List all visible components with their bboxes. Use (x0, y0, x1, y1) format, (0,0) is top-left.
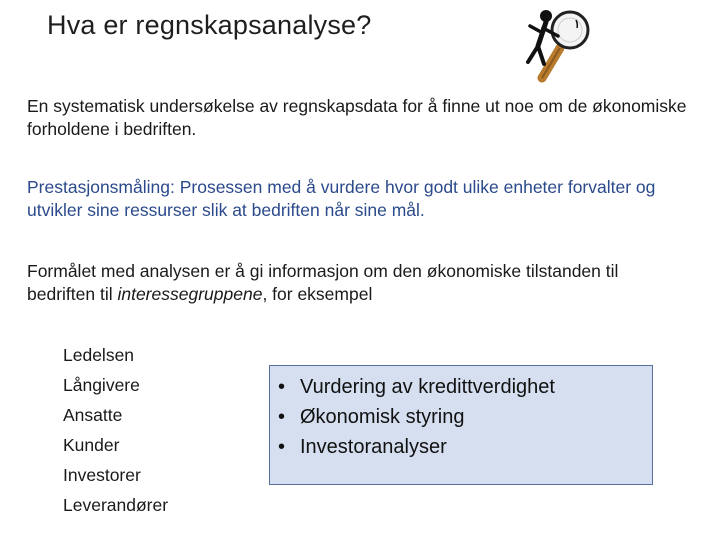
purpose-callout-box (269, 365, 653, 485)
stakeholder-item: Leverandører (63, 495, 169, 515)
formal-text-after: , for eksempel (262, 284, 373, 304)
stakeholder-list (63, 340, 168, 520)
purpose-item-text: Økonomisk styring (300, 406, 465, 428)
purpose-item (278, 372, 652, 402)
stakeholder-item: Ledelsen (63, 345, 135, 365)
slide-title: Hva er regnskapsanalyse? (47, 10, 372, 40)
formal-text-before: Formålet med analysen er å gi informasjon om den økonomiske tilstanden til bedriften til (27, 261, 619, 304)
purpose-list (278, 372, 652, 462)
purpose-item (278, 432, 652, 462)
bullet-icon: • (278, 406, 286, 428)
formal-emphasis: interessegruppene (117, 284, 263, 304)
bullet-icon: • (278, 376, 286, 398)
formal-paragraph (27, 260, 687, 306)
purpose-item-text: Vurdering av kredittverdighet (300, 376, 555, 398)
intro-paragraph: En systematisk undersøkelse av regnskapsdata for å finne ut noe om de økonomiske forholdene i bedriften. (27, 96, 687, 139)
purpose-item-text: Investoranalyser (300, 436, 447, 458)
prestasjon-paragraph: Prestasjonsmåling: Prosessen med å vurdere hvor godt ulike enheter forvalter og utvikler sine ressurser slik at bedriften når sine mål. (27, 177, 656, 220)
stick-figure-magnifying-glass-icon (508, 6, 600, 86)
stakeholder-item: Ansatte (63, 405, 123, 425)
bullet-icon: • (278, 436, 286, 458)
stakeholder-item: Långivere (63, 375, 140, 395)
purpose-item (278, 402, 652, 432)
stakeholder-item: Kunder (63, 435, 120, 455)
stakeholder-item: Investorer (63, 465, 141, 485)
